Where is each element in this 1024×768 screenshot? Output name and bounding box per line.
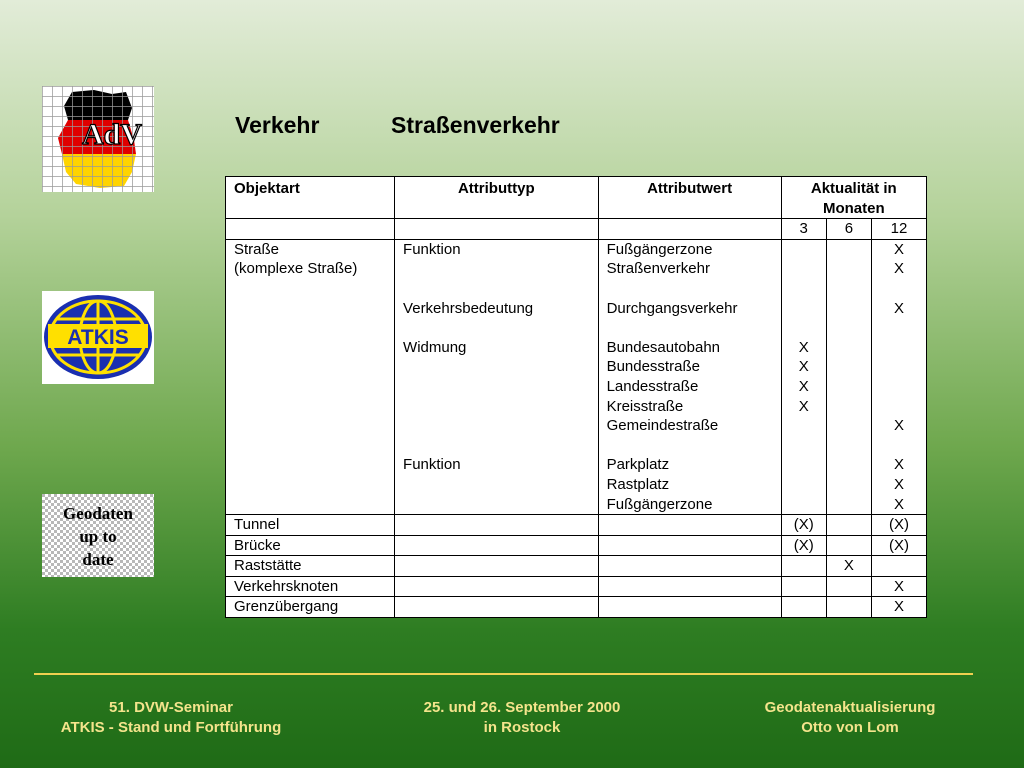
cell-month-3 xyxy=(781,576,826,597)
page-title: Verkehr xyxy=(235,112,320,138)
footer-center-line1: 25. und 26. September 2000 xyxy=(423,699,621,716)
cell-month-6 xyxy=(826,576,871,597)
adv-logo xyxy=(42,86,154,192)
cell-month-3: X X X X xyxy=(781,239,826,514)
footer-left-line1: 51. DVW-Seminar xyxy=(109,699,233,716)
cell-month-6 xyxy=(826,535,871,556)
cell-month-3 xyxy=(781,556,826,577)
table-row xyxy=(226,535,927,556)
footer-seminar xyxy=(26,698,316,738)
header-month-3: 3 xyxy=(781,219,826,240)
cell-month-12 xyxy=(872,556,927,577)
cell-month-12: (X) xyxy=(872,515,927,536)
table-row xyxy=(226,556,927,577)
cell-month-12: X xyxy=(872,576,927,597)
atkis-logo xyxy=(42,291,154,384)
geodaten-logo xyxy=(42,494,154,577)
cell-month-6 xyxy=(826,597,871,618)
cell-month-3: (X) xyxy=(781,535,826,556)
footer-date xyxy=(382,698,662,738)
footer-left-line2: ATKIS - Stand und Fortführung xyxy=(60,719,282,736)
geodaten-line2: up to xyxy=(79,527,117,546)
geodaten-line3: date xyxy=(82,550,114,569)
cell-month-3 xyxy=(781,597,826,618)
cell-month-6: X xyxy=(826,556,871,577)
cell-month-12: X xyxy=(872,597,927,618)
cell-attributtyp: Funktion Verkehrsbedeutung Widmung Funktion xyxy=(395,239,599,514)
footer-divider xyxy=(34,673,973,675)
header-attributtyp: Attributtyp xyxy=(395,177,599,219)
cell-month-6 xyxy=(826,515,871,536)
header-objektart: Objektart xyxy=(226,177,395,219)
header-attributwert: Attributwert xyxy=(598,177,781,219)
cell-objektart: Brücke xyxy=(226,535,395,556)
page-subtitle: Straßenverkehr xyxy=(391,112,560,138)
cell-objektart: Straße (komplexe Straße) xyxy=(226,239,395,514)
attribute-table xyxy=(225,176,927,618)
cell-month-6 xyxy=(826,239,871,514)
cell-objektart: Verkehrsknoten xyxy=(226,576,395,597)
cell-month-12: (X) xyxy=(872,535,927,556)
header-aktualitaet: Aktualität in Monaten xyxy=(781,177,926,219)
cell-objektart: Tunnel xyxy=(226,515,395,536)
header-month-12: 12 xyxy=(872,219,927,240)
atkis-logo-text: ATKIS xyxy=(67,326,129,349)
adv-logo-letter-a: AdV xyxy=(82,118,143,151)
cell-attributwert: Fußgängerzone Straßenverkehr Durchgangsverkehr Bundesautobahn Bundesstraße Landesstraße Kreisstraße Gemeindestraße Parkplatz Rastplatz Fußgängerzone xyxy=(598,239,781,514)
cell-month-3: (X) xyxy=(781,515,826,536)
cell-objektart: Raststätte xyxy=(226,556,395,577)
header-month-6: 6 xyxy=(826,219,871,240)
footer-center-line2: in Rostock xyxy=(483,719,561,736)
table-row-strasse xyxy=(226,239,927,514)
table-row xyxy=(226,576,927,597)
geodaten-line1: Geodaten xyxy=(63,504,133,523)
table-row xyxy=(226,597,927,618)
cell-month-12: X X X X X X X xyxy=(872,239,927,514)
table-header-row xyxy=(226,177,927,219)
month-subheader-row xyxy=(226,219,927,240)
footer-right-line2: Otto von Lom xyxy=(801,719,899,736)
cell-objektart: Grenzübergang xyxy=(226,597,395,618)
footer-author xyxy=(720,698,980,738)
footer-right-line1: Geodatenaktualisierung xyxy=(764,699,936,716)
table-row xyxy=(226,515,927,536)
